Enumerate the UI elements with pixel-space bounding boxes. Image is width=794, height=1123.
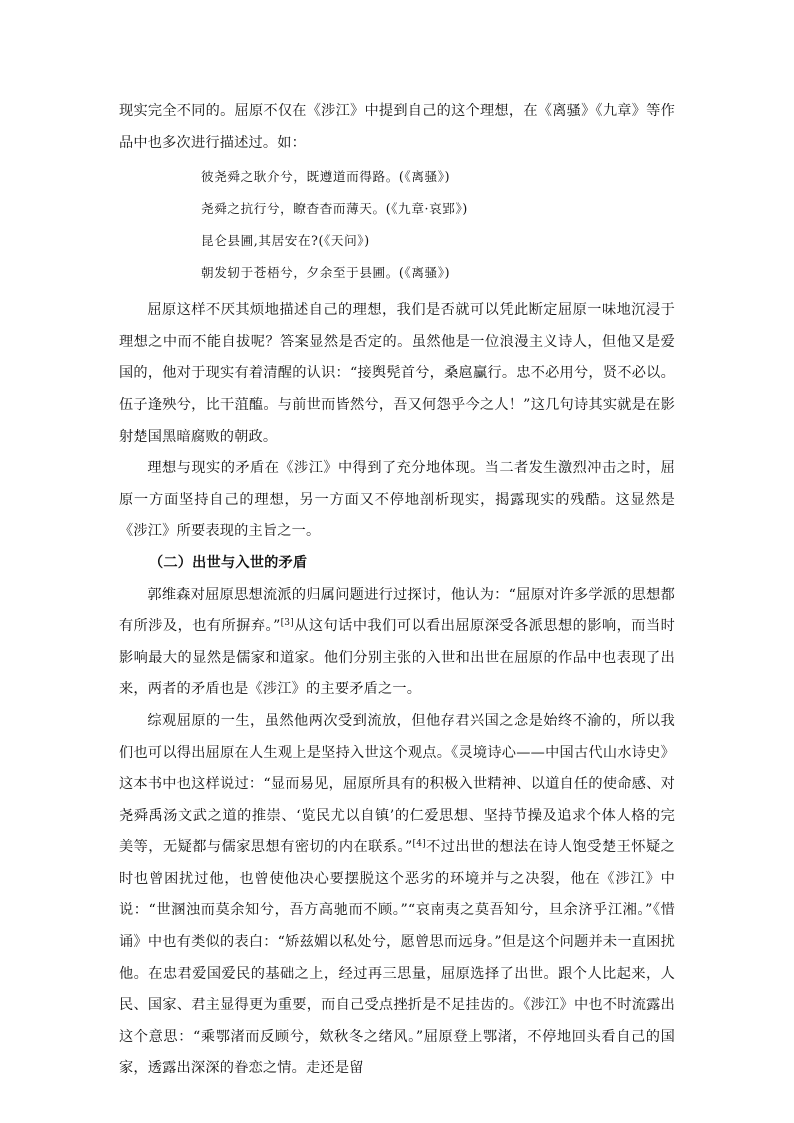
quote-line: 彼尧舜之耿介兮，既遵道而得路。(《离骚》) bbox=[201, 169, 451, 185]
paragraph-life bbox=[119, 706, 675, 1085]
paragraph-text: 从这句话中我们可以看出屈原深受各派思想的影响，而当时影响最大的显然是儒家和道家。他们分别主张的入世和出世在屈原的作品中也表现了出来，两者的矛盾也是《涉江》的主要矛盾之一。 bbox=[119, 618, 675, 698]
section-heading: （二）出世与入世的矛盾 bbox=[149, 554, 308, 571]
paragraph-reality: 屈原这样不厌其烦地描述自己的理想，我们是否就可以凭此断定屈原一味地沉浸于理想之中而不能自拔呢？答案显然是否定的。虽然他是一位浪漫主义诗人，但他又是爱国的，他对于现实有着清醒的认识：“接舆髡首兮，桑扈臝行。忠不必用兮，贤不必以。伍子逢殃兮，比干菹醢。与前世而皆然兮，吾又何怨乎今之人！”这几句诗其实就是在影射楚国黑暗腐败的朝政。 bbox=[119, 302, 675, 445]
paragraph-schools bbox=[119, 580, 675, 706]
footnote-marker: [4] bbox=[412, 839, 426, 850]
paragraph-text: 综观屈原的一生，虽然他两次受到流放，但他存君兴国之念是始终不渝的，所以我们也可以得出屈原在人生观上是坚持入世这个观点。《灵境诗心——中国古代山水诗史》这本书中也这样说过：“显而易见，屈原所具有的积极入世精神、以道自任的使命感、对尧舜禹汤文武之道的推崇、‘览民尤以自镇’的仁爱思想、坚持节操及追求个体人格的完美等，无疑都与儒家思想有密切的内在联系。” bbox=[119, 712, 675, 856]
quote-block bbox=[119, 161, 675, 289]
document-body bbox=[119, 96, 675, 1085]
quote-line: 尧舜之抗行兮，瞭杳杳而薄天。(《九章·哀郢》) bbox=[201, 201, 468, 217]
paragraph-text: 不过出世的想法在诗人饱受楚王怀疑之时也曾困扰过他，也曾使他决心要摆脱这个恶劣的环境并与之决裂，他在《涉江》中说：“世溷浊而莫余知兮，吾方高驰而不顾。”“哀南夷之莫吾知兮，旦余济乎江湘。”《惜诵》中也有类似的表白：“矫兹媚以私处兮，愿曾思而远身。”但是这个问题并未一直困扰他。在忠君爱国爱民的基础之上，经过再三思量，屈原选择了出世。跟个人比起来，人民、国家、君主显得更为重要，而自己受点挫折是不足挂齿的。《涉江》中也不时流露出这个意思：“乘鄂渚而反顾兮，欸秋冬之绪风。”屈原登上鄂渚，不停地回头看自己的国家，透露出深深的眷恋之情。走还是留 bbox=[119, 839, 675, 1077]
footnote-marker: [3] bbox=[280, 618, 294, 629]
paragraph-contradiction: 理想与现实的矛盾在《涉江》中得到了充分地体现。当二者发生激烈冲击之时，屈原一方面坚持自己的理想，另一方面又不停地剖析现实，揭露现实的残酷。这显然是《涉江》所要表现的主旨之一。 bbox=[119, 460, 675, 540]
paragraph-text: 郭维森对屈原思想流派的归属问题进行过探讨，他认为：“屈原对许多学派的思想都有所涉及，也有所摒弃。” bbox=[119, 586, 675, 635]
quote-line: 朝发轫于苍梧兮，夕余至于县圃。(《离骚》) bbox=[201, 265, 451, 281]
quote-line: 昆仑县圃,其居安在?(《天问》) bbox=[201, 233, 370, 249]
opening-paragraph: 现实完全不同的。屈原不仅在《涉江》中提到自己的这个理想，在《离骚》《九章》等作品中也多次进行描述过。如： bbox=[119, 103, 675, 151]
